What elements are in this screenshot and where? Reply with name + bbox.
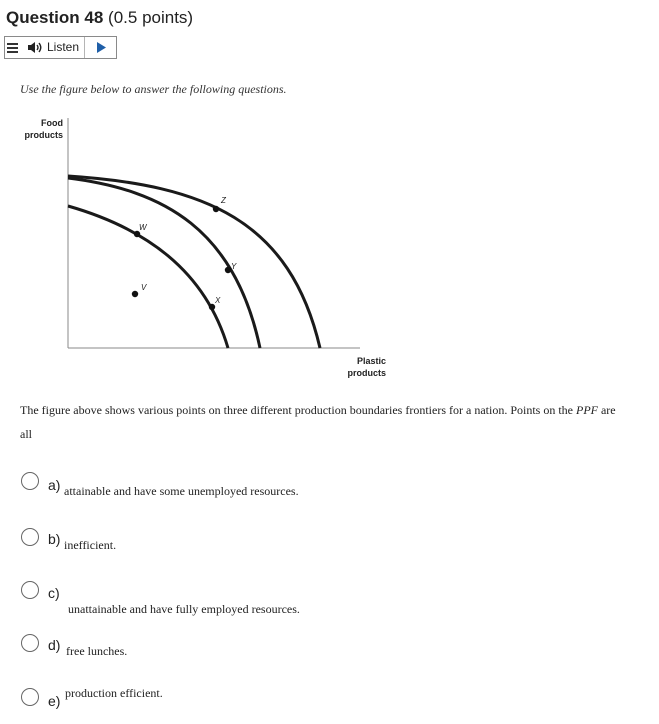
choice-e-text: production efficient.: [65, 686, 163, 700]
choice-a-radio[interactable]: [21, 472, 39, 490]
choice-b-radio[interactable]: [21, 528, 39, 546]
y-axis-label: Food: [41, 118, 63, 128]
choice-a-text: attainable and have some unemployed resources.: [64, 484, 299, 498]
question-points: (0.5 points): [108, 8, 194, 27]
choice-b-letter: b): [48, 531, 61, 547]
choice-c-letter: c): [48, 585, 60, 601]
choice-d-letter: d): [48, 637, 61, 653]
choice-a-letter: a): [48, 477, 61, 493]
ppf-figure: [15, 110, 395, 385]
point-w-label: W: [139, 223, 147, 232]
point-x-label: X: [215, 296, 221, 305]
point-z: [213, 206, 219, 212]
point-v: [132, 291, 138, 297]
choice-e-letter: e): [48, 693, 61, 709]
toolbar-divider: [84, 37, 85, 58]
listen-button[interactable]: [19, 37, 85, 58]
instruction-text: Use the figure below to answer the following questions.: [20, 82, 287, 96]
x-axis-label: products: [347, 368, 386, 378]
listen-toolbar: [4, 36, 117, 59]
choice-c-radio[interactable]: [21, 581, 39, 599]
y-axis-label: products: [24, 130, 63, 140]
point-y-label: Y: [231, 262, 237, 271]
question-title: Question 48 (0.5 points): [6, 8, 194, 27]
x-axis-label: Plastic: [356, 356, 386, 366]
point-z-label: Z: [221, 196, 226, 205]
speaker-icon: [27, 41, 43, 54]
ppf-term: PPF: [575, 403, 598, 417]
point-v-label: V: [141, 283, 147, 292]
choice-b-text: inefficient.: [64, 538, 117, 552]
choice-d-text: free lunches.: [66, 644, 128, 658]
choice-c-text: unattainable and have fully employed resources.: [68, 602, 300, 616]
choice-e-radio[interactable]: [21, 688, 39, 706]
play-icon[interactable]: [89, 40, 113, 55]
ppf-curve-outer: [68, 176, 320, 348]
choice-d-radio[interactable]: [21, 634, 39, 652]
question-text: The figure above shows various points on three different production boundaries frontiers for a nation. Points on the PPF are all: [20, 403, 616, 441]
listen-label: Listen: [47, 40, 80, 54]
ppf-curve-inner: [68, 206, 228, 348]
menu-icon[interactable]: [7, 42, 18, 53]
